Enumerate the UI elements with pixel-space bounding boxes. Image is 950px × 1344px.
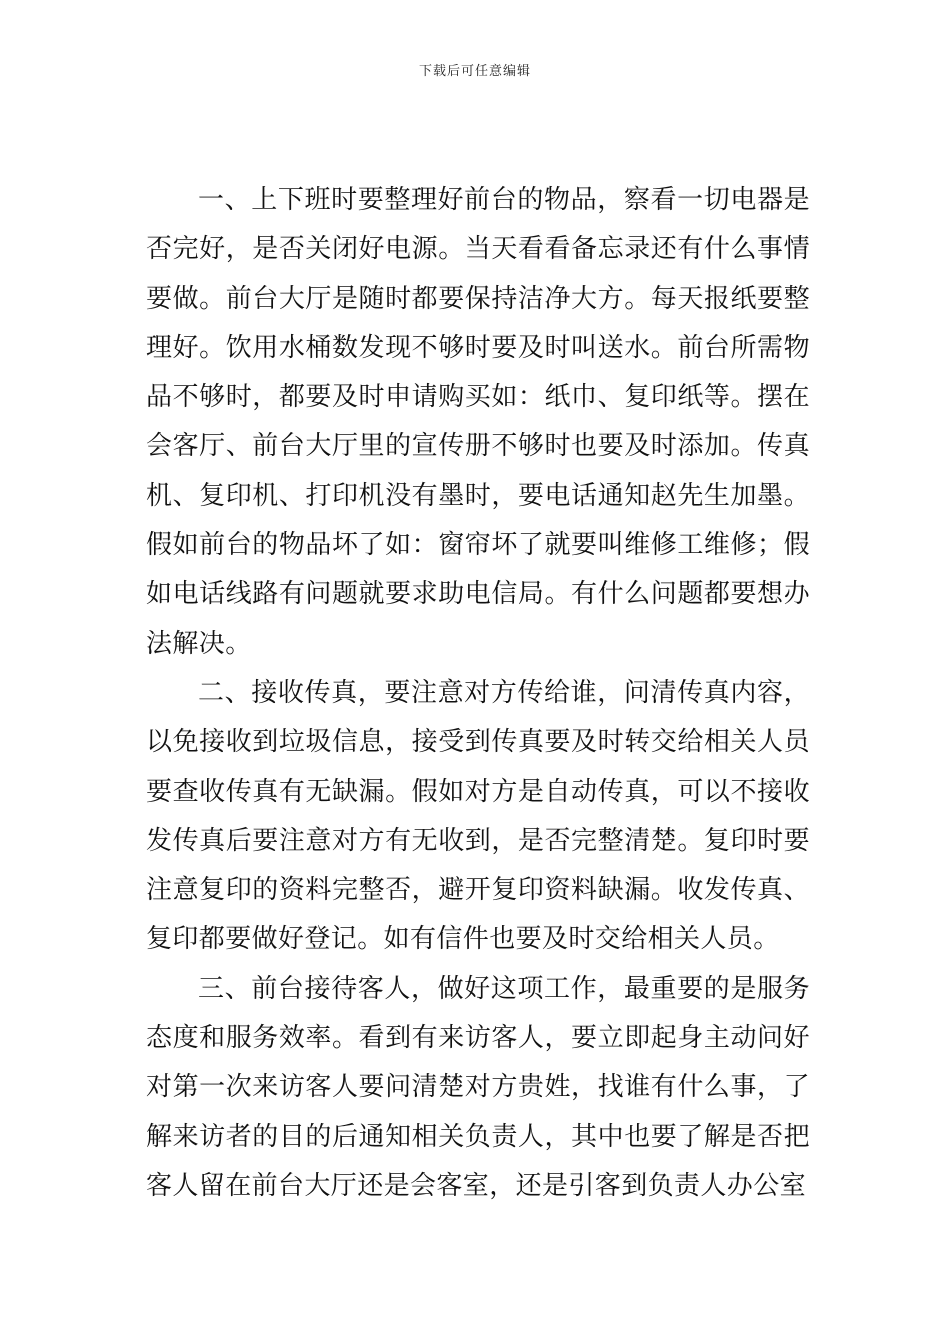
page-header-note: 下载后可任意编辑 (418, 64, 531, 79)
paragraph-fax-copy-duties: 二、接收传真，要注意对方传给谁，问清传真内容，以免接收到垃圾信息，接受到传真要及时转交给相关人员要查收传真有无缺漏。假如对方是自动传真，可以不接收发传真后要注意对方有无收到，是否完整清楚。复印时要注意复印的资料完整否，避开复印资料缺漏。收发传真、复印都要做好登记。如有信件也要及时交给相关人员。 (146, 677, 810, 955)
document-body (146, 176, 810, 1211)
paragraph-reception-duties: 一、上下班时要整理好前台的物品，察看一切电器是否完好，是否关闭好电源。当天看看备忘录还有什么事情要做。前台大厅是随时都要保持洁净大方。每天报纸要整理好。饮用水桶数发现不够时要及时叫送水。前台所需物品不够时，都要及时申请购买如：纸巾、复印纸等。摆在会客厅、前台大厅里的宣传册不够时也要及时添加。传真机、复印机、打印机没有墨时，要电话通知赵先生加墨。假如前台的物品坏了如：窗帘坏了就要叫维修工维修；假如电话线路有问题就要求助电信局。有什么问题都要想办法解决。 (146, 185, 810, 659)
paragraph-visitor-reception: 三、前台接待客人，做好这项工作，最重要的是服务态度和服务效率。看到有来访客人，要立即起身主动问好对第一次来访客人要问清楚对方贵姓，找谁有什么事，了解来访者的目的后通知相关负责人，其中也要了解是否把客人留在前台大厅还是会客室，还是引客到负责人办公室 (146, 973, 810, 1201)
